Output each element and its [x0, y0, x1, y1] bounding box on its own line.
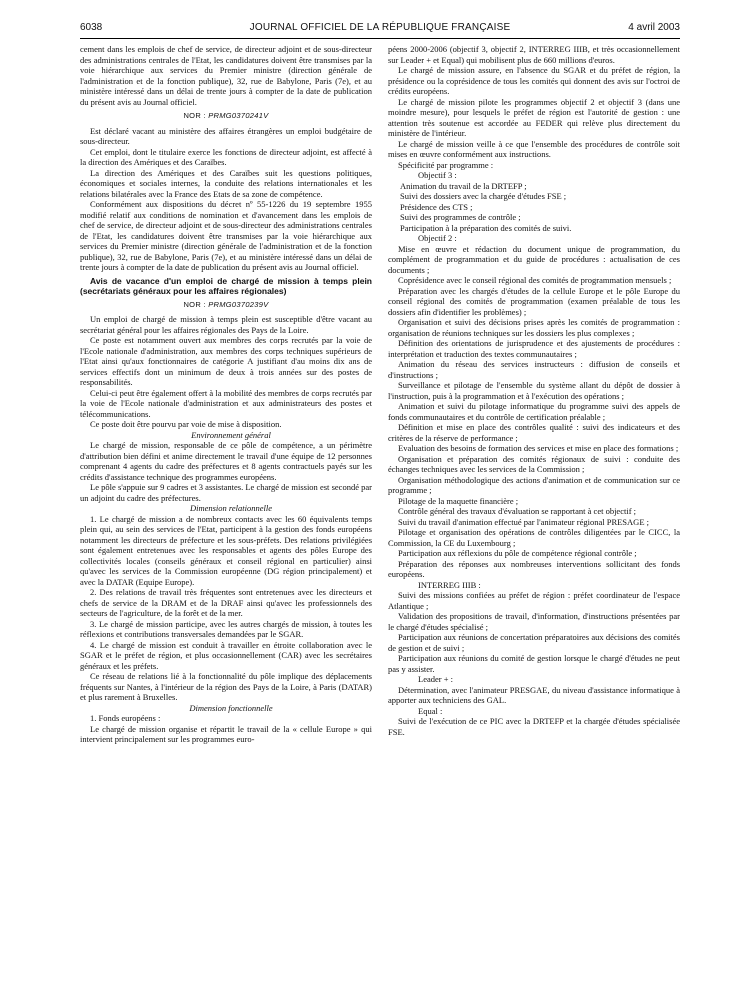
list-item: Suivi du travail d'animation effectué par l'animateur régional PRESAGE ; — [398, 516, 649, 527]
list-item: Définition des orientations de jurisprudence et des ajustements de procédures : interprétation et traduction des textes communautaires ; — [388, 338, 680, 359]
list-item: Animation du réseau des services instructeurs : diffusion de conseils et d'instructions ; — [388, 359, 680, 380]
list-item: Organisation méthodologique des actions d'animation et de communication sur ce programme ; — [388, 474, 680, 495]
subheading: Dimension fonctionnelle — [189, 702, 273, 713]
paragraph: Ce réseau de relations lié à la fonctionnalité du pôle implique des déplacements fréquents sur Nantes, à l'intérieur de la région des Pays de la Loire, à Paris (DATAR) et plus rarement à Bruxelles. — [80, 671, 372, 702]
paragraph: Celui-ci peut être également offert à la mobilité des membres de corps recrutés par la voie de l'Ecole nationale d'administration et aux administrateurs des postes et télécommunications. — [80, 387, 372, 419]
paragraph: péens 2000-2006 (objectif 3, objectif 2, INTERREG IIIB, et très occasionnellement sur Leader + et Equal) qui mobilisent plus de 660 millions d'euros. — [388, 44, 680, 65]
list-item: Participation aux réunions du comité de gestion lorsque le chargé d'études ne peut pas y assister. — [388, 653, 680, 674]
list-item: Surveillance et pilotage de l'ensemble du système allant du dépôt de dossier à l'instruction, puis à la programmation et à l'exécution des opérations ; — [388, 380, 680, 401]
paragraph: cement dans les emplois de chef de service, de directeur adjoint et de sous-directeur des administrations centrales de l'Etat, les candidatures doivent être transmises par la voie hiérarchique aux services du Premier ministre (direction générale de l'administration et de la fonction publique), 32, rue de Babylone, Paris (7e), et au ministère intéressé dans un délai de trente jours à compter de la date de publication du présent avis au Journal officiel. — [80, 44, 372, 107]
programme-heading: Leader + : — [418, 674, 453, 684]
paragraph: La direction des Amériques et des Caraïbes suit les questions politiques, économiques et sociales internes, la conduite des relations internationales et les relations bilatérales avec la France des Etats de sa zone de compétence. — [80, 167, 372, 199]
list-item: Organisation et suivi des décisions prises après les comités de programmation : organisation de réunions techniques sur les dossiers les plus complexes ; — [388, 317, 680, 338]
paragraph: Est déclaré vacant au ministère des affaires étrangères un emploi budgétaire de sous-directeur. — [80, 125, 372, 146]
list-item: Préparation des réponses aux nombreuses interventions sollicitant des fonds européens. — [388, 558, 680, 579]
right-column — [388, 44, 680, 737]
page-header — [80, 22, 680, 38]
list-item: Suivi des programmes de contrôle ; — [400, 212, 521, 222]
list-item: Participation aux réflexions du pôle de compétence régional contrôle ; — [398, 548, 637, 558]
programme-heading: Equal : — [418, 705, 443, 716]
list-item: Mise en œuvre et rédaction du document unique de programmation, du complément de programmation et du guide de procédures : actualisation de ces documents ; — [388, 243, 680, 275]
list-item: Pilotage de la maquette financière ; — [398, 495, 519, 506]
page-number: 6038 — [80, 22, 103, 33]
section-title: Avis de vacance d'un emploi de chargé de mission à temps plein (secrétariats généraux pour les affaires régionales) — [80, 275, 372, 296]
nor-reference: NOR : PRMG0370239V — [183, 299, 269, 309]
paragraph: Ce poste doit être pourvu par voie de mise à disposition. — [90, 419, 282, 429]
paragraph: Spécificité par programme : — [398, 159, 494, 170]
list-item: Détermination, avec l'animateur PRESGAE, du niveau d'assistance informatique à apporter aux techniciens des GAL. — [388, 684, 680, 705]
list-item: Contrôle général des travaux d'évaluation se rapportant à cet objectif ; — [398, 506, 637, 516]
list-item: Suivi des dossiers avec la chargée d'études FSE ; — [400, 191, 567, 201]
programme-heading: INTERREG IIIB : — [418, 579, 481, 590]
issue-date: 4 avril 2003 — [628, 22, 680, 33]
list-item: Suivi des missions confiées au préfet de région : préfet coordinateur de l'espace Atlantique ; — [388, 590, 680, 611]
list-item: Validation des propositions de travail, d'information, d'instructions présentées par le chargé d'études spécialisé ; — [388, 611, 680, 632]
paragraph: 1. Fonds européens : — [90, 713, 161, 723]
subheading: Environnement général — [191, 429, 271, 440]
list-item: Participation à la préparation des comités de suivi. — [400, 222, 572, 233]
list-item: Préparation avec les chargés d'études de la cellule Europe et le pôle Europe du conseil régional des comités de programmation (examen préalable de tous les dossiers afin d'identifier les problèmes) ; — [388, 285, 680, 317]
subheading: Dimension relationnelle — [189, 503, 273, 513]
list-item: Suivi de l'exécution de ce PIC avec la DRTEFP et la chargée d'études spécialisée FSE. — [388, 716, 680, 737]
paragraph: 3. Le chargé de mission participe, avec les autres chargés de mission, à toutes les réflexions et contributions transversales demandées par le SGAR. — [80, 618, 372, 639]
list-item: Participation aux réunions de concertation préparatoires aux décisions des comités de gestion et de suivi ; — [388, 632, 680, 653]
nor-reference: NOR : PRMG0370241V — [183, 111, 269, 120]
paragraph: Conformément aux dispositions du décret nº 55-1226 du 19 septembre 1955 modifié relatif aux conditions de nomination et d'avancement dans les emplois de chef de service, de directeur adjoint et de sous-directeur des administrations centrales de l'Etat, les candidatures doivent être transmises par la voie hiérarchique aux services du Premier ministre (direction générale de l'administration et de la fonction publique), 32, rue de Babylone, Paris (7e), et au ministère intéressé dans un délai de trente jours à compter de la date de publication du présent avis au Journal officiel. — [80, 199, 372, 272]
list-item: Coprésidence avec le conseil régional des comités de programmation mensuels ; — [398, 275, 672, 285]
paragraph: Le chargé de mission veille à ce que l'ensemble des procédures de contrôle soit mises en œuvre conformément aux instructions. — [388, 138, 680, 159]
list-item: Evaluation des besoins de formation des services et mise en place des formations ; — [398, 443, 679, 453]
paragraph: 1. Le chargé de mission a de nombreux contacts avec les 60 équivalents temps plein qui, au sein des services de l'Etat, participent à la gestion des fonds européens notamment les directeurs de préfecture et les sous-préfets. Des relations privilégiées sont également entretenues avec les responsables et agents des pôles Europe des collectivités locales (conseils généraux et conseil régional en particulier) ainsi qu'avec les services de la Commission européenne (DG région principalement) et avec la DATAR (Equipe Europe). — [80, 513, 372, 587]
paragraph: Un emploi de chargé de mission à temps plein est susceptible d'être vacant au secrétariat général pour les affaires régionales des Pays de la Loire. — [80, 314, 372, 335]
paragraph: Ce poste est notamment ouvert aux membres des corps recrutés par la voie de l'Ecole nationale d'administration, aux membres des corps techniques supérieurs de l'Etat ainsi qu'aux fonctionnaires de catégorie A justifiant d'au moins dix ans de services effectifs dont un minimum de deux à trois années sur des postes de responsabilités. — [80, 335, 372, 387]
list-item: Animation et suivi du pilotage informatique du programme suivi des appels de fonds communautaires et du contrôle de certification préalable ; — [388, 401, 680, 422]
list-item: Pilotage et organisation des opérations de contrôles diligentées par le CICC, la Commission, la CE du Luxembourg ; — [388, 527, 680, 548]
paragraph: Le chargé de mission organise et répartit le travail de la « cellule Europe » qui intervient principalement sur les programmes euro- — [80, 723, 372, 744]
header-rule — [80, 38, 680, 39]
list-item: Définition et mise en place des contrôles qualité : suivi des indicateurs et des critères de la réserve de performance ; — [388, 422, 680, 443]
paragraph: Le chargé de mission, responsable de ce pôle de compétence, a un périmètre d'attribution bien défini et anime directement le travail d'une équipe de 12 personnes comprenant 4 agents du cadre des préfectures et 8 agents contractuels payés sur les crédits d'assistance technique des programmes européens. — [80, 440, 372, 482]
paragraph: Le chargé de mission pilote les programmes objectif 2 et objectif 3 (dans une moindre mesure), pour lesquels le préfet de région est l'autorité de gestion : une attention très soutenue est accordée au FEDER qui relève plus directement du ministère de l'intérieur. — [388, 96, 680, 138]
paragraph: 4. Le chargé de mission est conduit à travailler en étroite collaboration avec le SGAR et le préfet de région, et plus occasionnellement (CAR) avec les secrétaires généraux et les préfets. — [80, 639, 372, 671]
paragraph: Le pôle s'appuie sur 9 cadres et 3 assistantes. Le chargé de mission est secondé par un adjoint du cadre des préfectures. — [80, 482, 372, 503]
list-item: Présidence des CTS ; — [400, 201, 473, 212]
programme-heading: Objectif 2 : — [418, 233, 457, 243]
paragraph: Cet emploi, dont le titulaire exerce les fonctions de directeur adjoint, est affecté à la direction des Amériques et des Caraïbes. — [80, 146, 372, 167]
programme-heading: Objectif 3 : — [418, 170, 457, 180]
paragraph: 2. Des relations de travail très fréquentes sont entretenues avec les directeurs et chefs de service de la DRAM et de la DRAF ainsi qu'avec les professionnels des secteurs de l'agriculture, de la forêt et de la mer. — [80, 587, 372, 618]
left-column — [80, 44, 372, 745]
list-item: Organisation et préparation des comités régionaux de suivi : conduite des échanges techniques avec les services de la Commission ; — [388, 453, 680, 474]
list-item: Animation du travail de la DRTEFP ; — [400, 180, 527, 191]
paragraph: Le chargé de mission assure, en l'absence du SGAR et du préfet de région, la présidence ou la coprésidence de tous les comités qui donnent des avis sur l'octroi de crédits européens. — [388, 65, 680, 96]
journal-title: JOURNAL OFFICIEL DE LA RÉPUBLIQUE FRANÇAISE — [249, 22, 511, 33]
